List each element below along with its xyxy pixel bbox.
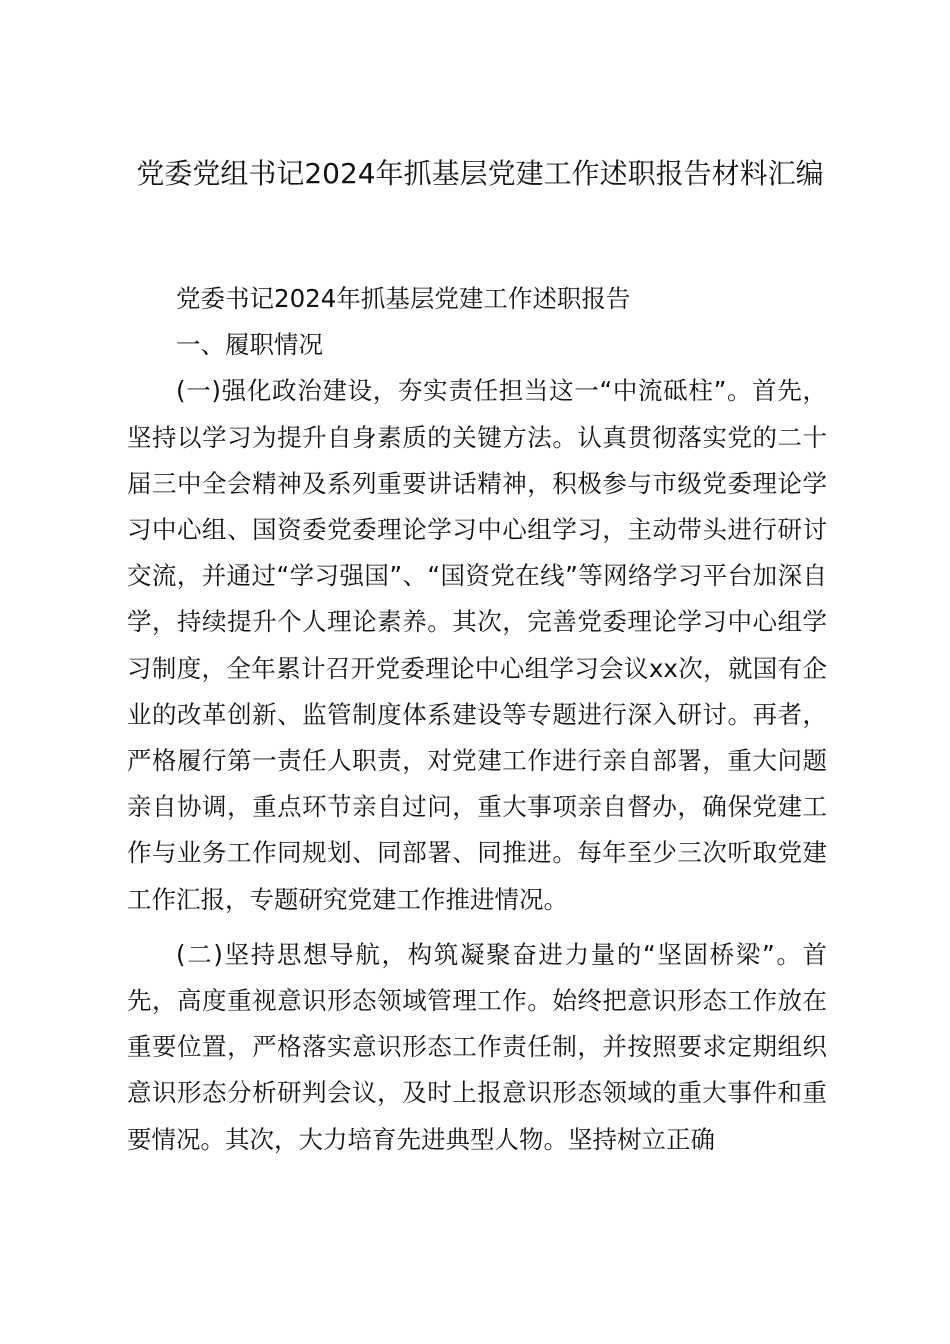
document-subtitle: 党委书记2024年抓基层党建工作述职报告 — [176, 284, 631, 313]
paragraph-1: (一)强化政治建设，夯实责任担当这一“中流砥柱”。首先，坚持以学习为提升自身素质的关键方法。认真贯彻落实党的二十届三中全会精神及系列重要讲话精神，积极参与市级党委理论学习中心组、国资委党委理论学习中心组学习，主动带头进行研讨交流，并通过“学习强国”、“国资党在线”等网络学习平台加深自学，持续提升个人理论素养。其次，完善党委理论学习中心组学习制度，全年累计召开党委理论中心组学习会议xx次，就国有企业的改革创新、监管制度体系建设等专题进行深入研讨。再者，严格履行第一责任人职责，对党建工作进行亲自部署，重大问题亲自协调，重点环节亲自过问，重大事项亲自督办，确保党建工作与业务工作同规划、同部署、同推进。每年至少三次听取党建工作汇报，专题研究党建工作推进情况。 — [127, 376, 827, 914]
paragraph-2: (二)坚持思想导航，构筑凝聚奋进力量的“坚固桥梁”。首先，高度重视意识形态领域管理工作。始终把意识形态工作放在重要位置，严格落实意识形态工作责任制，并按照要求定期组织意识形态分析研判会议，及时上报意识形态领域的重大事件和重要情况。其次，大力培育先进典型人物。坚持树立正确 — [127, 939, 827, 1154]
document-title: 党委党组书记2024年抓基层党建工作述职报告材料汇编 — [136, 157, 824, 190]
section-heading: 一、履职情况 — [176, 330, 323, 360]
document-body — [127, 276, 827, 1163]
